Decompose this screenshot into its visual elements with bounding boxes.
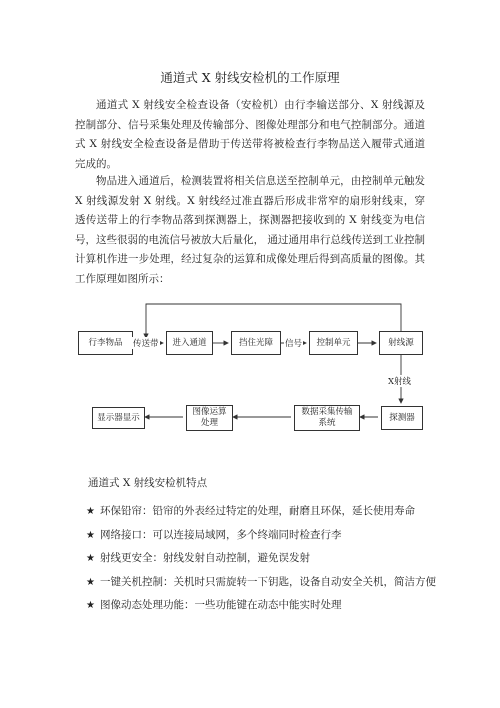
star-icon: ★	[86, 600, 95, 611]
box-data-acquisition: 数据采集传输 系统	[294, 405, 360, 431]
box-block-light-barrier: 挡住光障	[231, 331, 281, 355]
star-icon: ★	[86, 529, 95, 541]
box-image-processing: 图像运算 处理	[186, 405, 233, 431]
feature-item: ★ 射线更安全：射线发射自动控制，避免误发射	[86, 547, 426, 571]
label-signal: 信号	[285, 339, 303, 349]
box-enter-channel: 进入通道	[166, 331, 213, 355]
label-conveyor: 传送带	[133, 339, 159, 349]
star-icon: ★	[86, 553, 95, 564]
box-detector: 探测器	[381, 406, 423, 430]
box-control-unit: 控制单元	[309, 331, 358, 355]
features-heading: 通道式 X 射线安检机特点	[88, 477, 208, 489]
feature-item: ★ 环保铅帘：铅帘的外表经过特定的处理，耐磨且环保，延长使用寿命	[86, 500, 426, 524]
feature-item: ★ 网络接口：可以连接局域网，多个终端同时检查行李	[86, 524, 426, 548]
feature-item: ★ 一键关机控制：关机时只需旋转一下钥匙，设备自动安全关机，简洁方便	[86, 571, 426, 595]
features-list	[86, 500, 436, 618]
label-xray: X射线	[388, 377, 412, 387]
process-paragraph: 物品进入通道后，检测装置将相关信息送至控制单元，由控制单元触发 X 射线源发射 X 射线。X 射线经过准直器后形成非常窄的扇形射线束，穿透传送带上的行李物品落到探测器上，探测器把接收到的 X 射线变为电信号，这些很弱的电流信号被放大后量化， 通过通用串行总线传送到工业控制计算机作进一步处理，经过复杂的运算和成像处理后得到高质量的图像。其工作原理如图所示：	[75, 175, 425, 285]
feature-item: ★ 图像动态处理功能：一些功能键在动态中能实时处理	[86, 594, 426, 618]
page-title: 通道式 X 射线安检机的工作原理	[160, 70, 340, 85]
star-icon: ★	[86, 576, 95, 588]
box-luggage: 行李物品	[78, 331, 133, 355]
box-display: 显示器显示	[92, 407, 145, 429]
box-xray-source: 射线源	[379, 331, 423, 355]
intro-paragraph: 通道式 X 射线安全检查设备（安检机）由行李输送部分、X 射线源及控制部分、信号采集处理及传输部分、图像处理部分和电气控制部分。通道式 X 射线安全检查设备是借助于传送带将被检查行李物品送入履带式通道完成的。	[75, 99, 425, 170]
working-principle-diagram	[75, 262, 425, 440]
star-icon: ★	[86, 506, 95, 517]
